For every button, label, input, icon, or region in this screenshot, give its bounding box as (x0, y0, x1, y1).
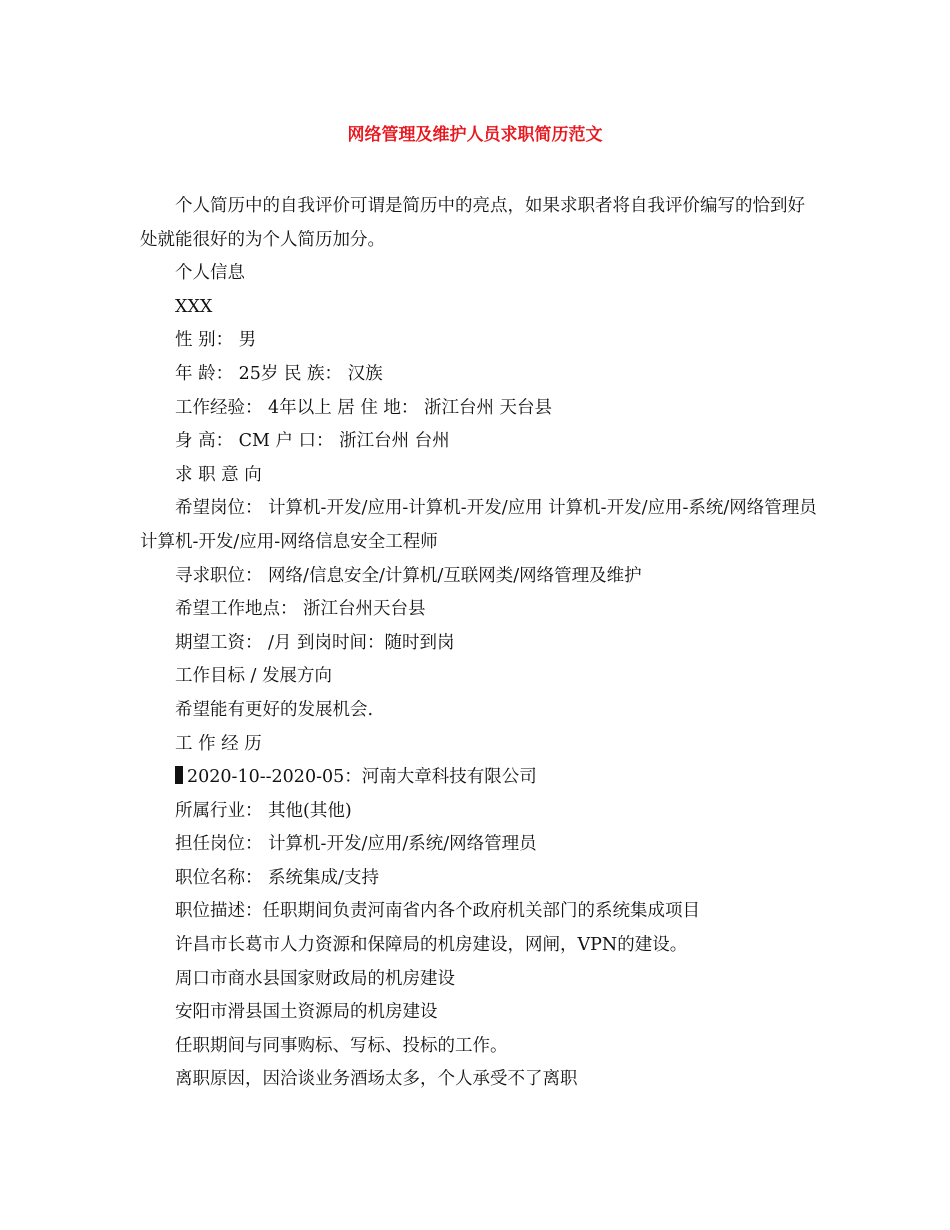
career-goal-text: 希望能有更好的发展机会. (175, 699, 374, 720)
document-body (140, 190, 820, 1097)
height-hukou-line: 身 高： CM 户 口： 浙江台州 台州 (175, 431, 450, 452)
desired-positions-line: 希望岗位： 计算机-开发/应用-计算机-开发/应用 计算机-开发/应用-系统/网络管理员 计算机-开发/应用-网络信息安全工程师 (140, 498, 817, 552)
intro-paragraph: 个人简历中的自我评价可谓是简历中的亮点，如果求职者将自我评价编写的恰到好处就能很好的为个人简历加分。 (140, 196, 805, 250)
sought-position-line: 寻求职位： 网络/信息安全/计算机/互联网类/网络管理及维护 (175, 565, 642, 586)
job-title-line: 职位名称： 系统集成/支持 (175, 867, 379, 888)
job-entry-header (140, 761, 820, 795)
tender-work-line: 任职期间与同事购标、写标、投标的工作。 (175, 1035, 508, 1056)
leaving-reason-line: 离职原因，因洽谈业务酒场太多，个人承受不了离职 (175, 1069, 578, 1090)
section-personal-info: 个人信息 (175, 263, 245, 284)
project-line-1: 许昌市长葛市人力资源和保障局的机房建设，网闸，VPN的建设。 (175, 935, 688, 956)
section-career-goal: 工作目标 / 发展方向 (175, 666, 333, 687)
salary-availability-line: 期望工资： /月 到岗时间：随时到岗 (175, 632, 455, 653)
document-title: 网络管理及维护人员求职简历范文 (347, 125, 603, 145)
desired-location-line: 希望工作地点： 浙江台州天台县 (175, 599, 426, 620)
role-line: 担任岗位： 计算机-开发/应用/系统/网络管理员 (175, 834, 537, 855)
industry-line: 所属行业： 其他(其他) (175, 800, 352, 821)
section-work-history: 工 作 经 历 (175, 733, 262, 754)
age-ethnicity-line: 年 龄： 25岁 民 族： 汉族 (175, 363, 383, 384)
project-line-3: 安阳市滑县国土资源局的机房建设 (175, 1002, 438, 1023)
experience-residence-line: 工作经验： 4年以上 居 住 地： 浙江台州 天台县 (175, 397, 553, 418)
job-description-line: 职位描述：任职期间负责河南省内各个政府机关部门的系统集成项目 (175, 901, 700, 922)
gender-line: 性 别： 男 (175, 330, 257, 351)
bullet-mark (175, 766, 183, 784)
job-entry-dates-company: 2020-10--2020-05：河南大章科技有限公司 (187, 767, 537, 788)
project-line-2: 周口市商水县国家财政局的机房建设 (175, 968, 455, 989)
name-line: XXX (175, 296, 213, 317)
section-job-intention: 求 职 意 向 (175, 464, 262, 485)
